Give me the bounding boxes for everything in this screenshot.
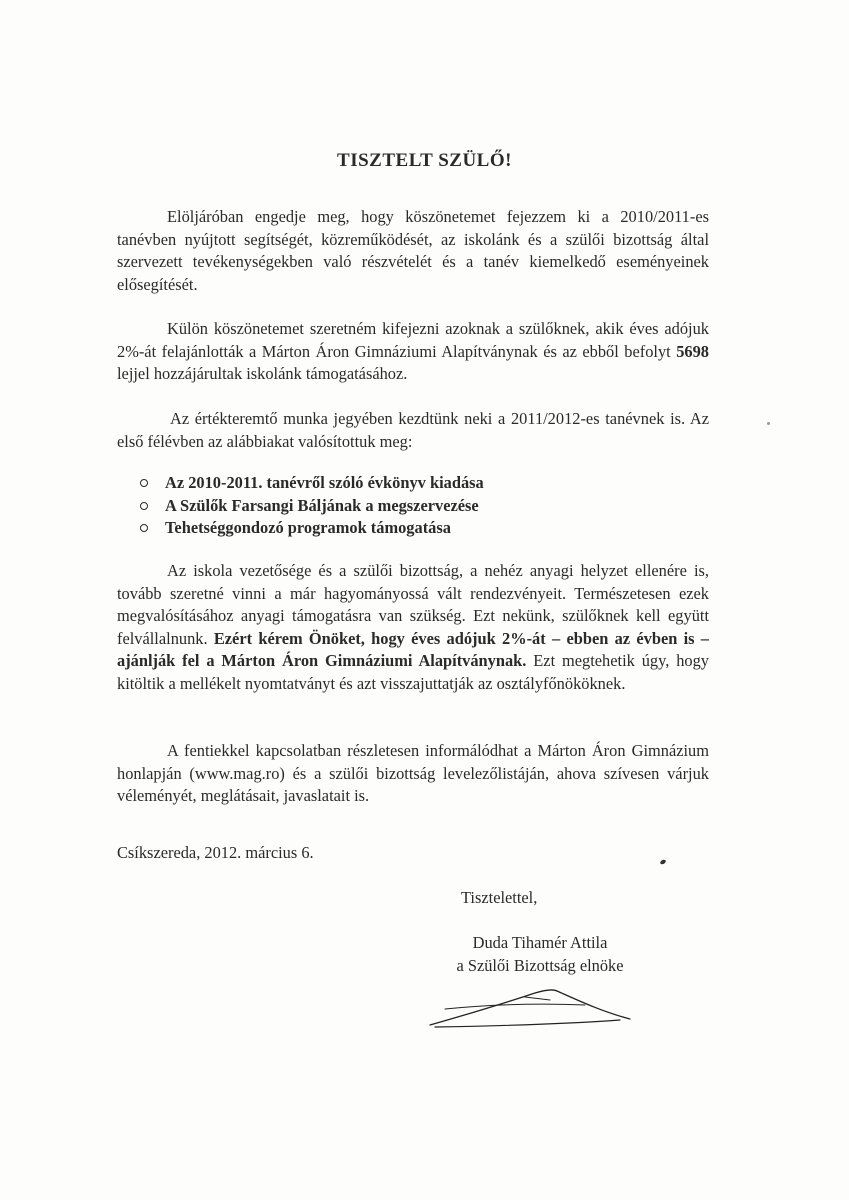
signer-block [424,932,656,977]
achievements-list [140,472,484,540]
circle-bullet-icon [140,524,148,532]
paragraph-request-text-end: Ezt megtehetik úgy, hogy kitöltik a mellékelt nyomtatványt és azt visszajuttatják az osztályfőnököknek. [117,651,709,693]
list-item [140,517,484,540]
paragraph-thanks: Elöljáróban engedje meg, hogy köszönetemet fejezzem ki a 2010/2011-es tanévben nyújtott segítségét, közreműködését, az iskolánk és a szülői bizottság által szervezett tevékenységekben való részvételét és a tanév kiemelkedő eseményeinek elősegítését. [117,207,709,294]
letter-date: Csíkszereda, 2012. március 6. [117,843,314,862]
paragraph-request-bold: Ezért kérem Önöket, hogy éves adójuk 2%-át – ebben az évben is – ajánlják fel a Márton Áron Gimnáziumi Alapítványnak. [117,628,709,670]
paragraph-donation [117,318,709,386]
signer-name: Duda Tihamér Attila [472,933,608,952]
letter-title: TISZTELT SZÜLŐ! [337,150,512,171]
paragraph-info: A fentiekkel kapcsolatban részletesen informálódhat a Márton Áron Gimnázium honlapján (www.mag.ro) és a szülői bizottság levelezőlistáján, ahova szívesen várjuk véleményét, meglátásait, javaslatait is. [117,741,709,805]
signer-role: a Szülői Bizottság elnöke [456,955,624,975]
handwritten-signature [425,985,635,1035]
paragraph-request [117,560,709,695]
paragraph-donation-text-start: Külön köszönetemet szeretném kifejezni azoknak a szülőknek, akik éves adójuk 2%-át felajánlották a Márton Áron Gimnáziumi Alapítványnak és az ebből befolyt [117,319,709,361]
paragraph-achievements: Az értékteremtő munka jegyében kezdtünk neki a 2011/2012-es tanévnek is. Az első félévben az alábbiakat valósítottuk meg: [117,409,709,451]
letter-closing: Tisztelettel, [461,888,538,907]
ink-smudge [659,859,666,865]
list-item-text: Az 2010-2011. tanévről szóló évkönyv kiadása [165,473,484,492]
list-item [140,472,484,495]
list-item-text: A Szülők Farsangi Báljának a megszervezése [165,495,479,515]
circle-bullet-icon [140,502,148,510]
scan-dot [767,422,770,425]
circle-bullet-icon [140,479,148,487]
donation-amount: 5698 [676,341,709,361]
paragraph-request-text-start: Az iskola vezetősége és a szülői bizottság, a nehéz anyagi helyzet ellenére is, tovább szeretné vinni a már hagyományossá vált rendezvényeit. Természetesen ezek megvalósításához anyagi támogatásra van szükség. Ezt nekünk, szülőknek kell együtt felvállalnunk. [117,561,709,648]
paragraph-donation-text-end: lejjel hozzájárultak iskolánk támogatásához. [117,364,408,383]
list-item [140,495,484,518]
list-item-text: Tehetséggondozó programok támogatása [165,518,451,537]
